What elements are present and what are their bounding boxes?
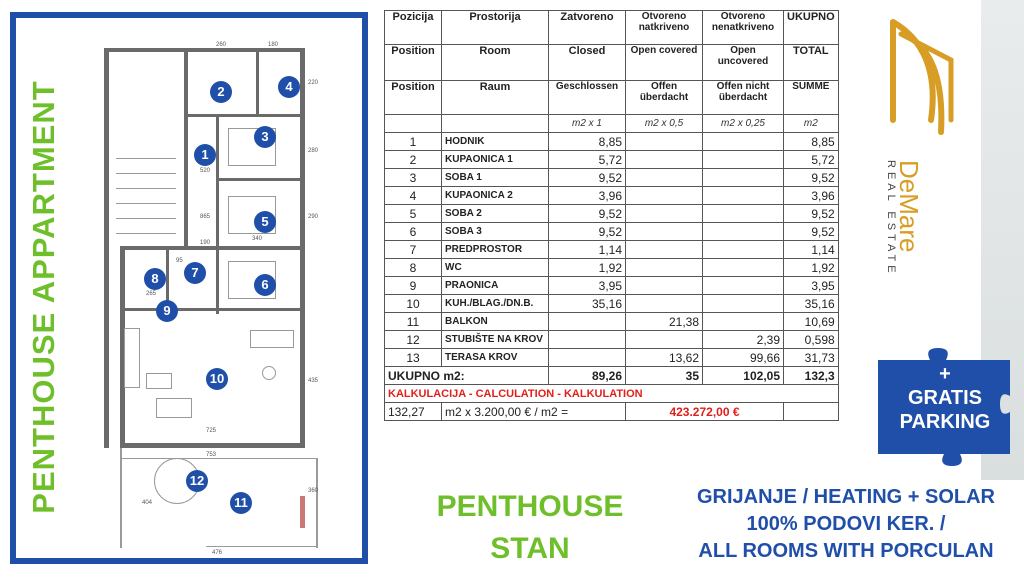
area-table <box>384 10 839 421</box>
uncovered-cell <box>703 277 784 295</box>
header-cell: Zatvoreno <box>549 11 626 45</box>
table-row <box>385 313 839 331</box>
covered-cell <box>626 223 703 241</box>
position-cell: 1 <box>385 133 442 151</box>
wall <box>120 443 305 448</box>
total-cell: 9,52 <box>784 169 839 187</box>
table-row <box>385 151 839 169</box>
kitchen-island <box>146 373 172 389</box>
header-cell: Otvoreno nenatkriveno <box>703 11 784 45</box>
balcony-edge <box>120 448 122 548</box>
covered-cell <box>626 169 703 187</box>
position-cell: 2 <box>385 151 442 169</box>
balcony-edge <box>206 546 318 547</box>
calc-formula: m2 x 3.200,00 € / m2 = <box>442 403 626 421</box>
total-cell: 0,598 <box>784 331 839 349</box>
closed-cell <box>549 331 626 349</box>
logo-mark-icon <box>871 0 981 160</box>
uncovered-cell <box>703 295 784 313</box>
unit-cell: m2 x 0,25 <box>703 115 784 133</box>
features-line3: ALL ROOMS WITH PORCULAN <box>698 540 994 562</box>
stair-line <box>116 233 176 234</box>
position-cell: 11 <box>385 313 442 331</box>
features-line2: 100% PODOVI KER. / <box>746 513 946 535</box>
dim-label: 190 <box>200 240 211 246</box>
covered-cell <box>626 205 703 223</box>
total-cell: 1,14 <box>784 241 839 259</box>
room-marker-7: 7 <box>184 262 206 284</box>
calc-title: KALKULACIJA - CALCULATION - KALKULATION <box>385 385 839 403</box>
total-cell: 10,69 <box>784 313 839 331</box>
covered-cell <box>626 241 703 259</box>
header-cell: Raum <box>442 81 549 115</box>
room-cell: KUPAONICA 2 <box>442 187 549 205</box>
uncovered-cell <box>703 151 784 169</box>
unit-cell: m2 x 1 <box>549 115 626 133</box>
uncovered-cell <box>703 133 784 151</box>
closed-cell: 3,95 <box>549 277 626 295</box>
header-cell: Room <box>442 45 549 81</box>
position-cell: 12 <box>385 331 442 349</box>
stair-line <box>116 188 176 189</box>
wall <box>188 114 304 117</box>
room-cell: SOBA 1 <box>442 169 549 187</box>
total-cell: 31,73 <box>784 349 839 367</box>
balcony-edge <box>120 458 316 459</box>
header-cell: Otvoreno natkriveno <box>626 11 703 45</box>
room-cell: SOBA 2 <box>442 205 549 223</box>
wall <box>256 52 259 114</box>
header-row-en <box>385 45 839 81</box>
logo-subtitle: REAL ESTATE <box>885 160 897 277</box>
total-cell: 3,96 <box>784 187 839 205</box>
dim-label: 476 <box>212 550 223 556</box>
table-row <box>385 133 839 151</box>
total-uncovered: 102,05 <box>703 367 784 385</box>
header-cell: Closed <box>549 45 626 81</box>
coffee-table <box>262 366 276 380</box>
table-row <box>385 331 839 349</box>
room-marker-9: 9 <box>156 300 178 322</box>
header-cell: UKUPNO <box>784 11 839 45</box>
dim-label: 265 <box>146 291 157 297</box>
balcony-edge <box>316 458 318 548</box>
wall <box>216 114 219 314</box>
position-cell: 4 <box>385 187 442 205</box>
wall <box>184 48 188 248</box>
total-cell: 35,16 <box>784 295 839 313</box>
header-cell: Geschlossen <box>549 81 626 115</box>
position-cell: 9 <box>385 277 442 295</box>
uncovered-cell: 99,66 <box>703 349 784 367</box>
room-cell: WC <box>442 259 549 277</box>
calc-row <box>385 403 839 421</box>
sofa <box>250 330 294 348</box>
table-row <box>385 241 839 259</box>
room-cell: HODNIK <box>442 133 549 151</box>
covered-cell: 21,38 <box>626 313 703 331</box>
calc-area: 132,27 <box>385 403 442 421</box>
wall <box>216 178 304 181</box>
room-marker-12: 12 <box>186 470 208 492</box>
dim-label: 290 <box>308 214 319 220</box>
uncovered-cell <box>703 169 784 187</box>
room-marker-3: 3 <box>254 126 276 148</box>
total-cell: 3,95 <box>784 277 839 295</box>
floor-plan-panel <box>10 12 368 564</box>
position-cell: 6 <box>385 223 442 241</box>
stair-line <box>116 158 176 159</box>
total-cell: 9,52 <box>784 223 839 241</box>
room-marker-4: 4 <box>278 76 300 98</box>
closed-cell: 1,92 <box>549 259 626 277</box>
dim-label: 725 <box>206 428 217 434</box>
room-cell: KUH./BLAG./DN.B. <box>442 295 549 313</box>
wall <box>124 308 304 311</box>
stair-line <box>116 203 176 204</box>
table-row <box>385 295 839 313</box>
total-cell: 1,92 <box>784 259 839 277</box>
dining-table <box>156 398 192 418</box>
dim-label: 280 <box>308 148 319 154</box>
uncovered-cell <box>703 205 784 223</box>
closed-cell: 1,14 <box>549 241 626 259</box>
calc-title-row <box>385 385 839 403</box>
room-cell: KUPAONICA 1 <box>442 151 549 169</box>
total-cell: 9,52 <box>784 205 839 223</box>
header-cell: TOTAL <box>784 45 839 81</box>
uncovered-cell <box>703 241 784 259</box>
closed-cell: 8,85 <box>549 133 626 151</box>
planter <box>300 496 305 528</box>
total-row <box>385 367 839 385</box>
total-label: UKUPNO m2: <box>385 367 549 385</box>
header-cell: Prostorija <box>442 11 549 45</box>
dim-label: 360 <box>308 488 319 494</box>
room-cell: STUBIŠTE NA KROV <box>442 331 549 349</box>
dim-label: 220 <box>308 80 319 86</box>
kitchen-counter <box>124 328 140 388</box>
dim-label: 753 <box>206 452 217 458</box>
closed-cell: 9,52 <box>549 205 626 223</box>
room-marker-11: 11 <box>230 492 252 514</box>
header-cell: Position <box>385 45 442 81</box>
penthouse-label <box>418 486 642 570</box>
header-cell: Offen nicht überdacht <box>703 81 784 115</box>
closed-cell: 35,16 <box>549 295 626 313</box>
calc-empty <box>784 403 839 421</box>
position-cell: 10 <box>385 295 442 313</box>
closed-cell: 9,52 <box>549 169 626 187</box>
penthouse-line1: PENTHOUSE <box>436 490 624 523</box>
unit-cell <box>385 115 442 133</box>
header-row-de <box>385 81 839 115</box>
room-cell: PRAONICA <box>442 277 549 295</box>
wall <box>104 48 109 448</box>
closed-cell <box>549 313 626 331</box>
header-row-hr <box>385 11 839 45</box>
dim-label: 520 <box>200 168 211 174</box>
total-cell: 5,72 <box>784 151 839 169</box>
unit-row <box>385 115 839 133</box>
table-row <box>385 169 839 187</box>
dim-label: 260 <box>216 42 227 48</box>
position-cell: 5 <box>385 205 442 223</box>
header-cell: Open uncovered <box>703 45 784 81</box>
room-marker-1: 1 <box>194 144 216 166</box>
stair-line <box>116 218 176 219</box>
covered-cell <box>626 187 703 205</box>
dim-label: 340 <box>252 236 263 242</box>
covered-cell <box>626 259 703 277</box>
penthouse-line2: STAN <box>490 532 570 565</box>
wall <box>104 48 304 52</box>
unit-cell: m2 <box>784 115 839 133</box>
badge-line2: PARKING <box>899 411 991 433</box>
features-line1: GRIJANJE / HEATING + SOLAR <box>696 486 995 508</box>
closed-cell <box>549 349 626 367</box>
room-marker-6: 6 <box>254 274 276 296</box>
header-cell: Open covered <box>626 45 703 81</box>
room-marker-8: 8 <box>144 268 166 290</box>
plan-title: PENTHOUSE APPARTMENT <box>26 80 61 514</box>
room-marker-5: 5 <box>254 211 276 233</box>
table-row <box>385 277 839 295</box>
closed-cell: 3,96 <box>549 187 626 205</box>
covered-cell <box>626 133 703 151</box>
uncovered-cell <box>703 259 784 277</box>
header-cell: Offen überdacht <box>626 81 703 115</box>
closed-cell: 9,52 <box>549 223 626 241</box>
total-cell: 8,85 <box>784 133 839 151</box>
total-covered: 35 <box>626 367 703 385</box>
room-cell: SOBA 3 <box>442 223 549 241</box>
uncovered-cell <box>703 187 784 205</box>
header-cell: Pozicija <box>385 11 442 45</box>
dim-label: 95 <box>176 258 183 264</box>
room-marker-10: 10 <box>206 368 228 390</box>
gratis-badge <box>874 362 1016 434</box>
header-cell: SUMME <box>784 81 839 115</box>
header-cell: Position <box>385 81 442 115</box>
table-row <box>385 349 839 367</box>
position-cell: 7 <box>385 241 442 259</box>
position-cell: 13 <box>385 349 442 367</box>
room-marker-2: 2 <box>210 81 232 103</box>
covered-cell: 13,62 <box>626 349 703 367</box>
table-row <box>385 259 839 277</box>
calc-result: 423.272,00 € <box>626 403 784 421</box>
uncovered-cell <box>703 313 784 331</box>
room-cell: TERASA KROV <box>442 349 549 367</box>
covered-cell <box>626 277 703 295</box>
dim-label: 435 <box>308 378 319 384</box>
table-row <box>385 205 839 223</box>
total-closed: 89,26 <box>549 367 626 385</box>
position-cell: 3 <box>385 169 442 187</box>
closed-cell: 5,72 <box>549 151 626 169</box>
covered-cell <box>626 151 703 169</box>
logo-brand: DeMare <box>894 160 924 253</box>
badge-plus: + <box>939 363 951 385</box>
room-cell: PREDPROSTOR <box>442 241 549 259</box>
covered-cell <box>626 331 703 349</box>
wall <box>120 246 305 250</box>
uncovered-cell <box>703 223 784 241</box>
unit-cell <box>442 115 549 133</box>
table-row <box>385 223 839 241</box>
position-cell: 8 <box>385 259 442 277</box>
badge-line1: GRATIS <box>907 387 983 409</box>
dim-label: 180 <box>268 42 279 48</box>
room-cell: BALKON <box>442 313 549 331</box>
total-sum: 132,3 <box>784 367 839 385</box>
dim-label: 404 <box>142 500 153 506</box>
covered-cell <box>626 295 703 313</box>
table-row <box>385 187 839 205</box>
features-text <box>668 484 1024 565</box>
dim-label: 865 <box>200 214 211 220</box>
stair-line <box>116 173 176 174</box>
uncovered-cell: 2,39 <box>703 331 784 349</box>
unit-cell: m2 x 0,5 <box>626 115 703 133</box>
